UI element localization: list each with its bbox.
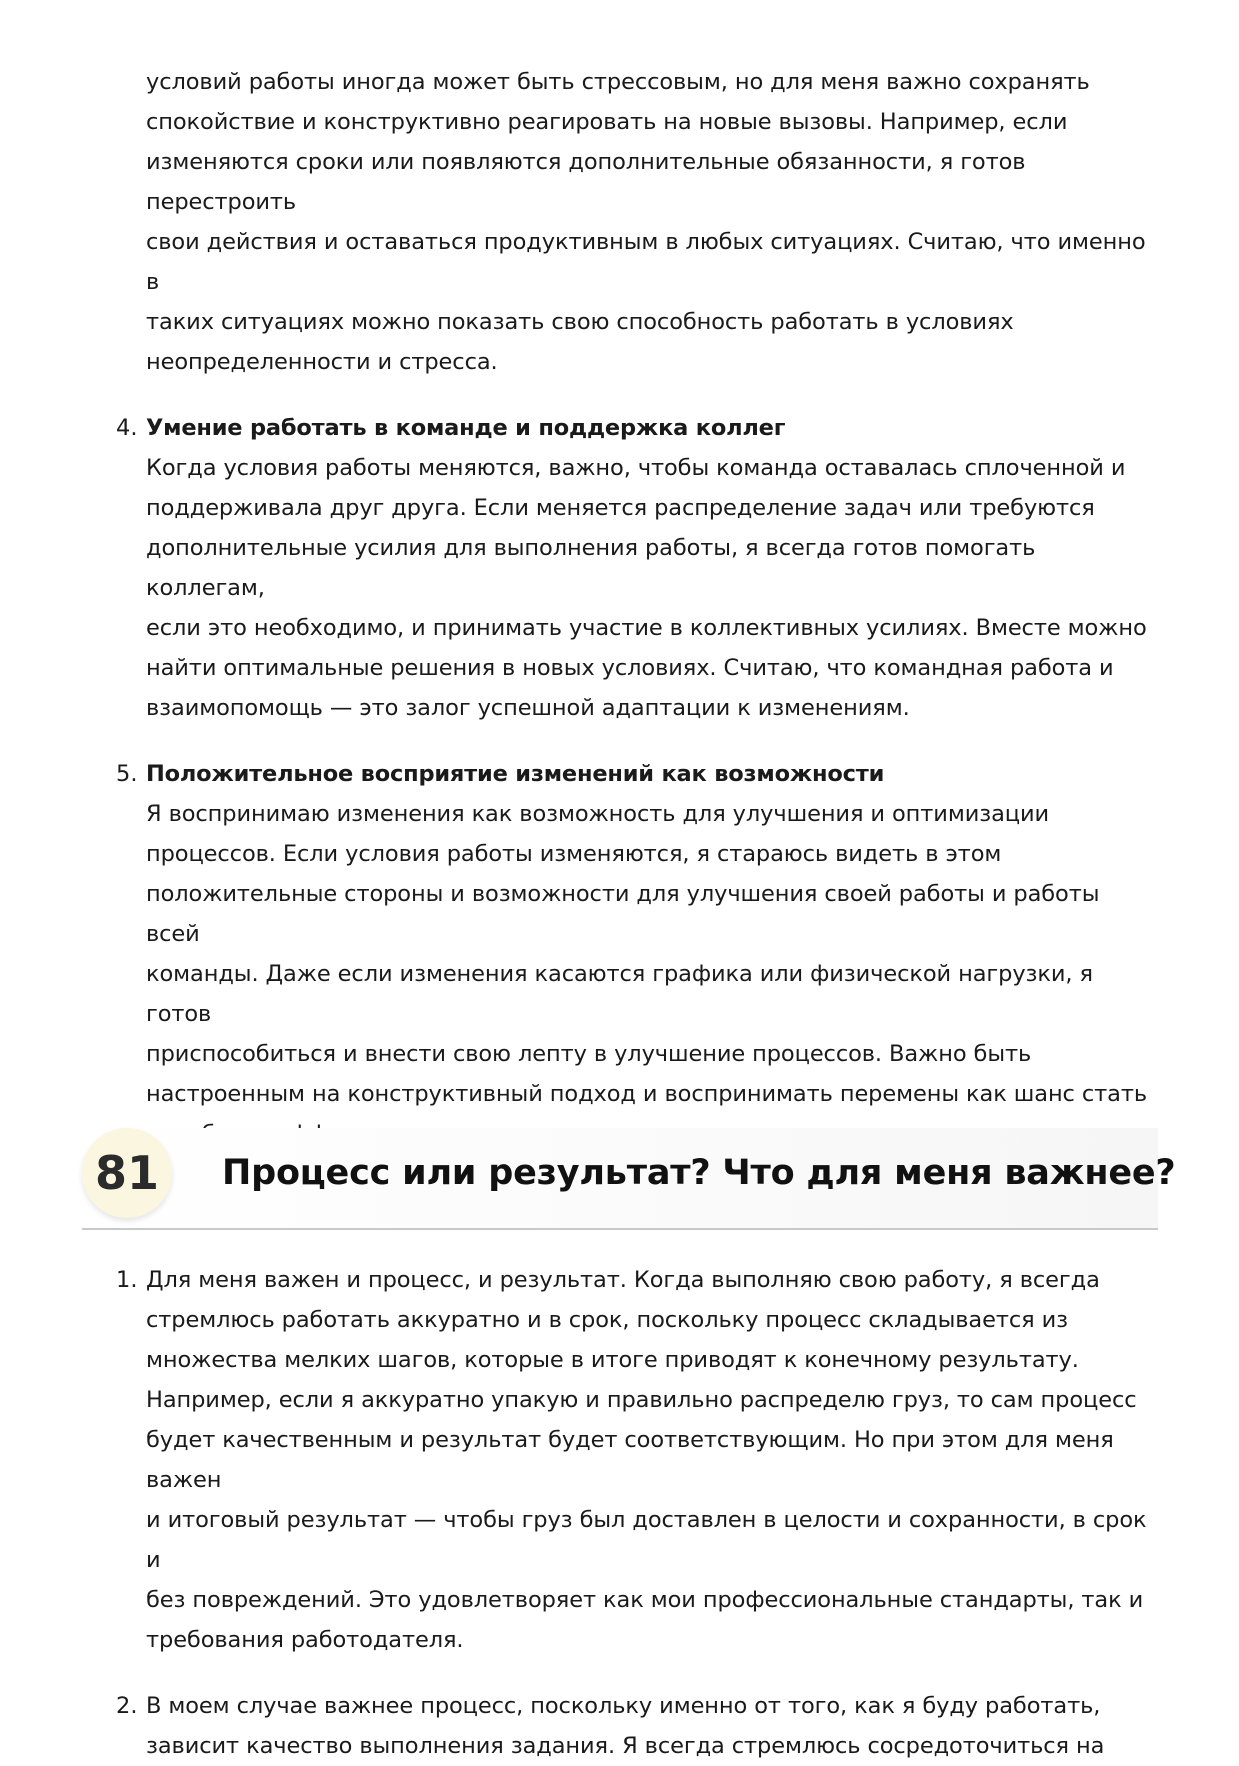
question-number-badge: 81 [82,1128,172,1218]
list-item-body [146,1686,1156,1766]
list-item-number: 4. [116,415,138,441]
text-line: Например, если я аккуратно упакую и правильно распределю груз, то сам процесс [146,1387,1137,1413]
text-line: изменяются сроки или появляются дополнительные обязанности, я готов перестроить [146,149,1026,215]
text-line: взаимопомощь — это залог успешной адаптации к изменениям. [146,695,910,721]
list-item-body [146,1260,1156,1660]
list-item-body [146,794,1156,1154]
text-line: таких ситуациях можно показать свою способность работать в условиях [146,309,1014,335]
answer-item-2 [0,1686,1239,1766]
list-item-title: Положительное восприятие изменений как возможности [146,761,885,787]
text-line: спокойствие и конструктивно реагировать на новые вызовы. Например, если [146,109,1068,135]
text-line: приспособиться и внести свою лепту в улучшение процессов. Важно быть [146,1041,1032,1067]
list-item-number: 1. [116,1267,138,1293]
list-item-title: Умение работать в команде и поддержка коллег [146,415,786,441]
section-header [82,1128,1176,1230]
text-line: будет качественным и результат будет соответствующим. Но при этом для меня важен [146,1427,1114,1493]
text-line: множества мелких шагов, которые в итоге приводят к конечному результату. [146,1347,1079,1373]
list-item-4 [0,408,1239,728]
text-line: Я воспринимаю изменения как возможность для улучшения и оптимизации [146,801,1050,827]
text-line: и итоговый результат — чтобы груз был доставлен в целости и сохранности, в срок и [146,1507,1147,1573]
text-line: неопределенности и стресса. [146,349,498,375]
continuation-paragraph [146,62,1156,382]
section-title: Процесс или результат? Что для меня важнее? [222,1153,1176,1193]
answers-block-81 [0,1260,1239,1766]
text-line: Когда условия работы меняются, важно, чтобы команда оставалась сплоченной и [146,455,1126,481]
text-line: поддерживала друг друга. Если меняется распределение задач или требуются [146,495,1095,521]
text-line: требования работодателя. [146,1627,464,1653]
text-line: дополнительные усилия для выполнения работы, я всегда готов помогать коллегам, [146,535,1036,601]
text-line: процессов. Если условия работы изменяются, я стараюсь видеть в этом [146,841,1002,867]
list-item-number: 5. [116,761,138,787]
text-line: Для меня важен и процесс, и результат. Когда выполняю свою работу, я всегда [146,1267,1100,1293]
text-line: зависит качество выполнения задания. Я всегда стремлюсь сосредоточиться на [146,1733,1105,1759]
list-item-5 [0,754,1239,1154]
text-line: настроенным на конструктивный подход и воспринимать перемены как шанс стать [146,1081,1148,1107]
text-line: В моем случае важнее процесс, поскольку именно от того, как я буду работать, [146,1693,1101,1719]
text-line: свои действия и оставаться продуктивным в любых ситуациях. Считаю, что именно в [146,229,1146,295]
text-line: стремлюсь работать аккуратно и в срок, поскольку процесс складывается из [146,1307,1069,1333]
text-line: команды. Даже если изменения касаются графика или физической нагрузки, я готов [146,961,1093,1027]
text-line: если это необходимо, и принимать участие в коллективных усилиях. Вместе можно [146,615,1147,641]
text-line: без повреждений. Это удовлетворяет как мои профессиональные стандарты, так и [146,1587,1144,1613]
text-line: условий работы иногда может быть стрессовым, но для меня важно сохранять [146,69,1090,95]
list-item-number: 2. [116,1693,138,1719]
answers-block-80 [0,62,1239,1154]
text-line: положительные стороны и возможности для улучшения своей работы и работы всей [146,881,1100,947]
list-item-body [146,448,1156,728]
answer-item-1 [0,1260,1239,1660]
text-line: найти оптимальные решения в новых условиях. Считаю, что командная работа и [146,655,1114,681]
